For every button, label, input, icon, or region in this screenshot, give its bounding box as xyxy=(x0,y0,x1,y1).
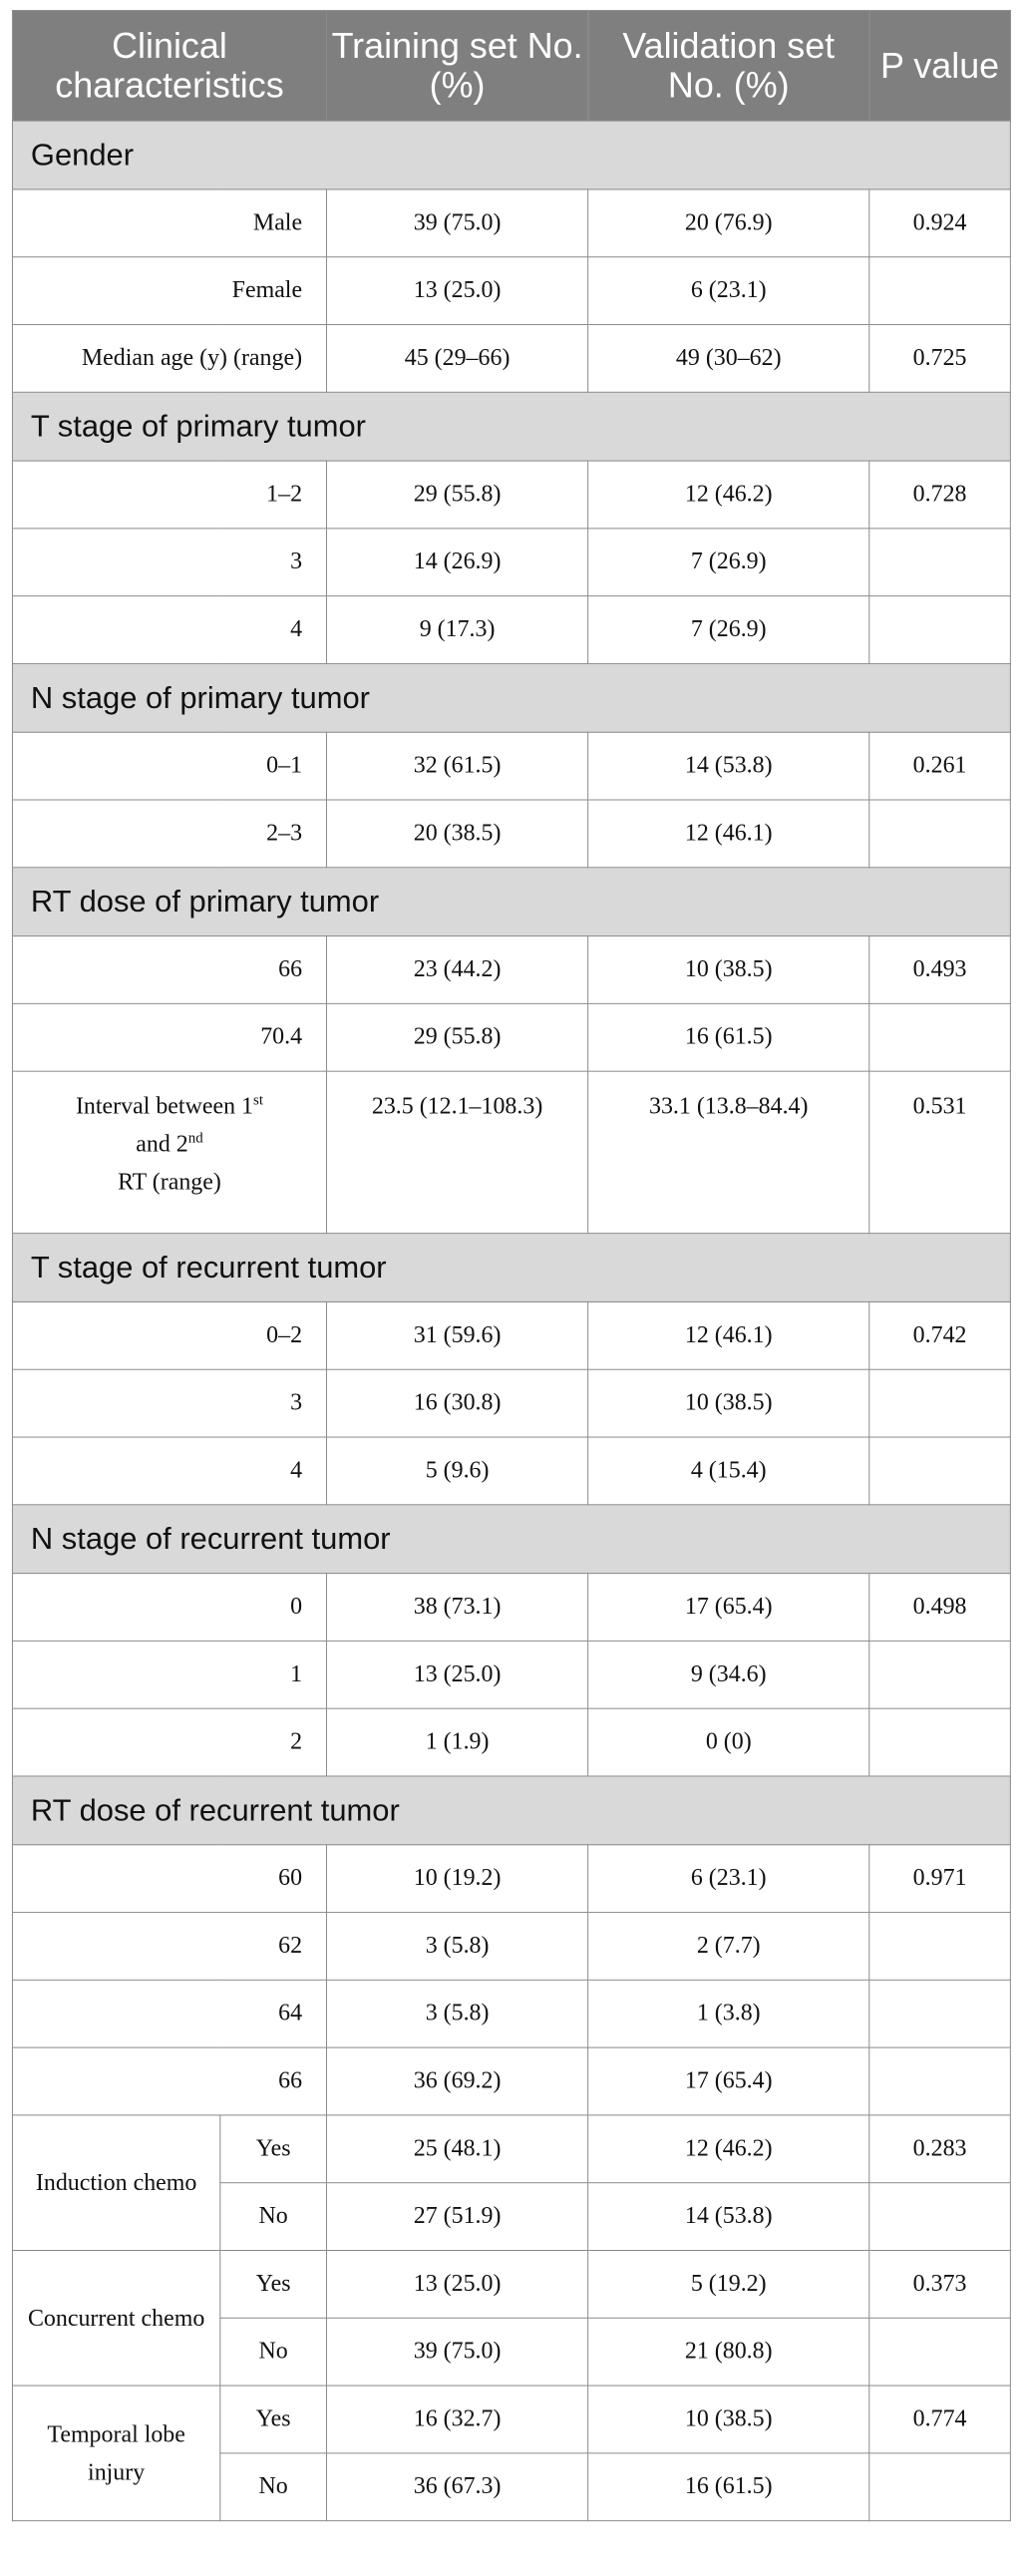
p-value: 0.498 xyxy=(869,1574,1011,1642)
sub-label: No xyxy=(220,2453,327,2521)
row-label: Female xyxy=(12,257,326,325)
table-row xyxy=(12,461,1010,529)
row-label: 66 xyxy=(12,2047,326,2115)
validation-value: 20 (76.9) xyxy=(588,189,869,257)
training-value: 23.5 (12.1–108.3) xyxy=(326,1071,587,1233)
header-p-value: P value xyxy=(869,10,1011,121)
table-row xyxy=(12,1369,1010,1437)
training-value: 39 (75.0) xyxy=(326,189,587,257)
table-row xyxy=(12,1437,1010,1505)
table-row-interval xyxy=(12,1071,1010,1233)
validation-value: 7 (26.9) xyxy=(588,596,869,664)
validation-value: 14 (53.8) xyxy=(588,732,869,800)
training-value: 5 (9.6) xyxy=(326,1437,587,1505)
section-row-t_recurrent xyxy=(12,1234,1010,1302)
training-value: 3 (5.8) xyxy=(326,1913,587,1981)
sub-label: No xyxy=(220,2318,327,2386)
validation-value: 10 (38.5) xyxy=(588,1369,869,1437)
group-label: Temporal lobe injury xyxy=(12,2386,219,2521)
validation-value: 4 (15.4) xyxy=(588,1437,869,1505)
row-label: 1–2 xyxy=(12,461,326,529)
table-row xyxy=(12,1641,1010,1708)
row-label: Male xyxy=(12,189,326,257)
validation-value: 9 (34.6) xyxy=(588,1641,869,1708)
table-row xyxy=(12,2386,1010,2453)
p-value xyxy=(869,2453,1011,2521)
validation-value: 2 (7.7) xyxy=(588,1913,869,1981)
section-header: T stage of primary tumor xyxy=(12,392,1010,461)
section-row-rt_primary xyxy=(12,868,1010,936)
row-label: Median age (y) (range) xyxy=(12,324,326,392)
section-row-rt_recurrent xyxy=(12,1776,1010,1845)
row-label xyxy=(12,1071,326,1233)
p-value: 0.728 xyxy=(869,461,1011,529)
table-body xyxy=(12,121,1010,2521)
p-value xyxy=(869,2047,1011,2115)
p-value: 0.373 xyxy=(869,2250,1011,2318)
validation-value: 49 (30–62) xyxy=(588,324,869,392)
p-value xyxy=(869,1369,1011,1437)
row-label: 62 xyxy=(12,1913,326,1981)
row-label: 0–2 xyxy=(12,1301,326,1369)
section-header: Gender xyxy=(12,121,1010,189)
validation-value: 33.1 (13.8–84.4) xyxy=(588,1071,869,1233)
section-row-n_recurrent xyxy=(12,1505,1010,1574)
validation-value: 21 (80.8) xyxy=(588,2318,869,2386)
p-value xyxy=(869,1708,1011,1776)
p-value: 0.531 xyxy=(869,1071,1011,1233)
training-value: 10 (19.2) xyxy=(326,1845,587,1913)
table-row xyxy=(12,257,1010,325)
training-value: 29 (55.8) xyxy=(326,1003,587,1071)
header-clinical-characteristics: Clinical characteristics xyxy=(12,10,326,121)
training-value: 1 (1.9) xyxy=(326,1708,587,1776)
section-header: RT dose of primary tumor xyxy=(12,868,1010,936)
clinical-characteristics-table xyxy=(12,10,1011,2521)
table-row xyxy=(12,2250,1010,2318)
training-value: 16 (32.7) xyxy=(326,2386,587,2453)
validation-value: 16 (61.5) xyxy=(588,2453,869,2521)
validation-value: 12 (46.2) xyxy=(588,461,869,529)
p-value: 0.971 xyxy=(869,1845,1011,1913)
training-value: 23 (44.2) xyxy=(326,936,587,1004)
sub-label: No xyxy=(220,2183,327,2251)
row-label: 66 xyxy=(12,936,326,1004)
table-row xyxy=(12,1574,1010,1642)
training-value: 13 (25.0) xyxy=(326,2250,587,2318)
p-value xyxy=(869,2318,1011,2386)
p-value xyxy=(869,1913,1011,1981)
validation-value: 14 (53.8) xyxy=(588,2183,869,2251)
superscript: nd xyxy=(187,1130,203,1147)
table-row xyxy=(12,1301,1010,1369)
table-row xyxy=(12,936,1010,1004)
row-label: 60 xyxy=(12,1845,326,1913)
training-value: 39 (75.0) xyxy=(326,2318,587,2386)
table-row xyxy=(12,1980,1010,2047)
validation-value: 12 (46.1) xyxy=(588,1301,869,1369)
row-label: 4 xyxy=(12,596,326,664)
sub-label: Yes xyxy=(220,2250,327,2318)
row-label: 0–1 xyxy=(12,732,326,800)
section-header: N stage of recurrent tumor xyxy=(12,1505,1010,1574)
training-value: 31 (59.6) xyxy=(326,1301,587,1369)
validation-value: 10 (38.5) xyxy=(588,936,869,1004)
p-value: 0.283 xyxy=(869,2115,1011,2183)
training-value: 25 (48.1) xyxy=(326,2115,587,2183)
table-row xyxy=(12,2047,1010,2115)
header-validation-set: Validation set No. (%) xyxy=(588,10,869,121)
training-value: 9 (17.3) xyxy=(326,596,587,664)
superscript: st xyxy=(253,1092,263,1109)
row-label: 2 xyxy=(12,1708,326,1776)
validation-value: 6 (23.1) xyxy=(588,1845,869,1913)
training-value: 14 (26.9) xyxy=(326,529,587,596)
table-row xyxy=(12,2115,1010,2183)
section-row-gender xyxy=(12,121,1010,189)
p-value xyxy=(869,2183,1011,2251)
table-row xyxy=(12,324,1010,392)
training-value: 13 (25.0) xyxy=(326,1641,587,1708)
p-value: 0.493 xyxy=(869,936,1011,1004)
table-row xyxy=(12,1708,1010,1776)
label-part: Interval between 1 xyxy=(75,1093,254,1120)
training-value: 32 (61.5) xyxy=(326,732,587,800)
header-training-set: Training set No. (%) xyxy=(326,10,587,121)
table-row xyxy=(12,1913,1010,1981)
training-value: 16 (30.8) xyxy=(326,1369,587,1437)
group-label: Concurrent chemo xyxy=(12,2250,219,2386)
row-label: 1 xyxy=(12,1641,326,1708)
p-value: 0.725 xyxy=(869,324,1011,392)
group-label: Induction chemo xyxy=(12,2115,219,2251)
validation-value: 5 (19.2) xyxy=(588,2250,869,2318)
table-row xyxy=(12,596,1010,664)
training-value: 20 (38.5) xyxy=(326,800,587,868)
section-header: N stage of primary tumor xyxy=(12,663,1010,732)
table-row xyxy=(12,800,1010,868)
p-value xyxy=(869,1437,1011,1505)
label-part: RT (range) xyxy=(118,1169,221,1196)
sub-label: Yes xyxy=(220,2115,327,2183)
table-row xyxy=(12,1845,1010,1913)
p-value xyxy=(869,1980,1011,2047)
p-value: 0.742 xyxy=(869,1301,1011,1369)
section-header: T stage of recurrent tumor xyxy=(12,1234,1010,1302)
training-value: 3 (5.8) xyxy=(326,1980,587,2047)
validation-value: 16 (61.5) xyxy=(588,1003,869,1071)
training-value: 38 (73.1) xyxy=(326,1574,587,1642)
p-value xyxy=(869,1003,1011,1071)
training-value: 13 (25.0) xyxy=(326,257,587,325)
training-value: 27 (51.9) xyxy=(326,2183,587,2251)
label-part: and 2 xyxy=(136,1131,188,1158)
row-label: 2–3 xyxy=(12,800,326,868)
p-value xyxy=(869,529,1011,596)
table-row xyxy=(12,189,1010,257)
validation-value: 6 (23.1) xyxy=(588,257,869,325)
p-value: 0.261 xyxy=(869,732,1011,800)
row-label: 70.4 xyxy=(12,1003,326,1071)
table-row xyxy=(12,1003,1010,1071)
training-value: 29 (55.8) xyxy=(326,461,587,529)
training-value: 36 (69.2) xyxy=(326,2047,587,2115)
training-value: 45 (29–66) xyxy=(326,324,587,392)
p-value xyxy=(869,257,1011,325)
table-row xyxy=(12,732,1010,800)
validation-value: 17 (65.4) xyxy=(588,1574,869,1642)
section-row-n_primary xyxy=(12,663,1010,732)
sub-label: Yes xyxy=(220,2386,327,2453)
section-row-t_primary xyxy=(12,392,1010,461)
validation-value: 12 (46.1) xyxy=(588,800,869,868)
validation-value: 10 (38.5) xyxy=(588,2386,869,2453)
p-value: 0.774 xyxy=(869,2386,1011,2453)
validation-value: 0 (0) xyxy=(588,1708,869,1776)
section-header: RT dose of recurrent tumor xyxy=(12,1776,1010,1845)
p-value xyxy=(869,596,1011,664)
validation-value: 17 (65.4) xyxy=(588,2047,869,2115)
validation-value: 12 (46.2) xyxy=(588,2115,869,2183)
row-label: 0 xyxy=(12,1574,326,1642)
row-label: 3 xyxy=(12,1369,326,1437)
validation-value: 7 (26.9) xyxy=(588,529,869,596)
p-value xyxy=(869,1641,1011,1708)
header-row xyxy=(12,10,1010,121)
row-label: 4 xyxy=(12,1437,326,1505)
row-label: 3 xyxy=(12,529,326,596)
p-value xyxy=(869,800,1011,868)
table-row xyxy=(12,529,1010,596)
validation-value: 1 (3.8) xyxy=(588,1980,869,2047)
p-value: 0.924 xyxy=(869,189,1011,257)
training-value: 36 (67.3) xyxy=(326,2453,587,2521)
row-label: 64 xyxy=(12,1980,326,2047)
